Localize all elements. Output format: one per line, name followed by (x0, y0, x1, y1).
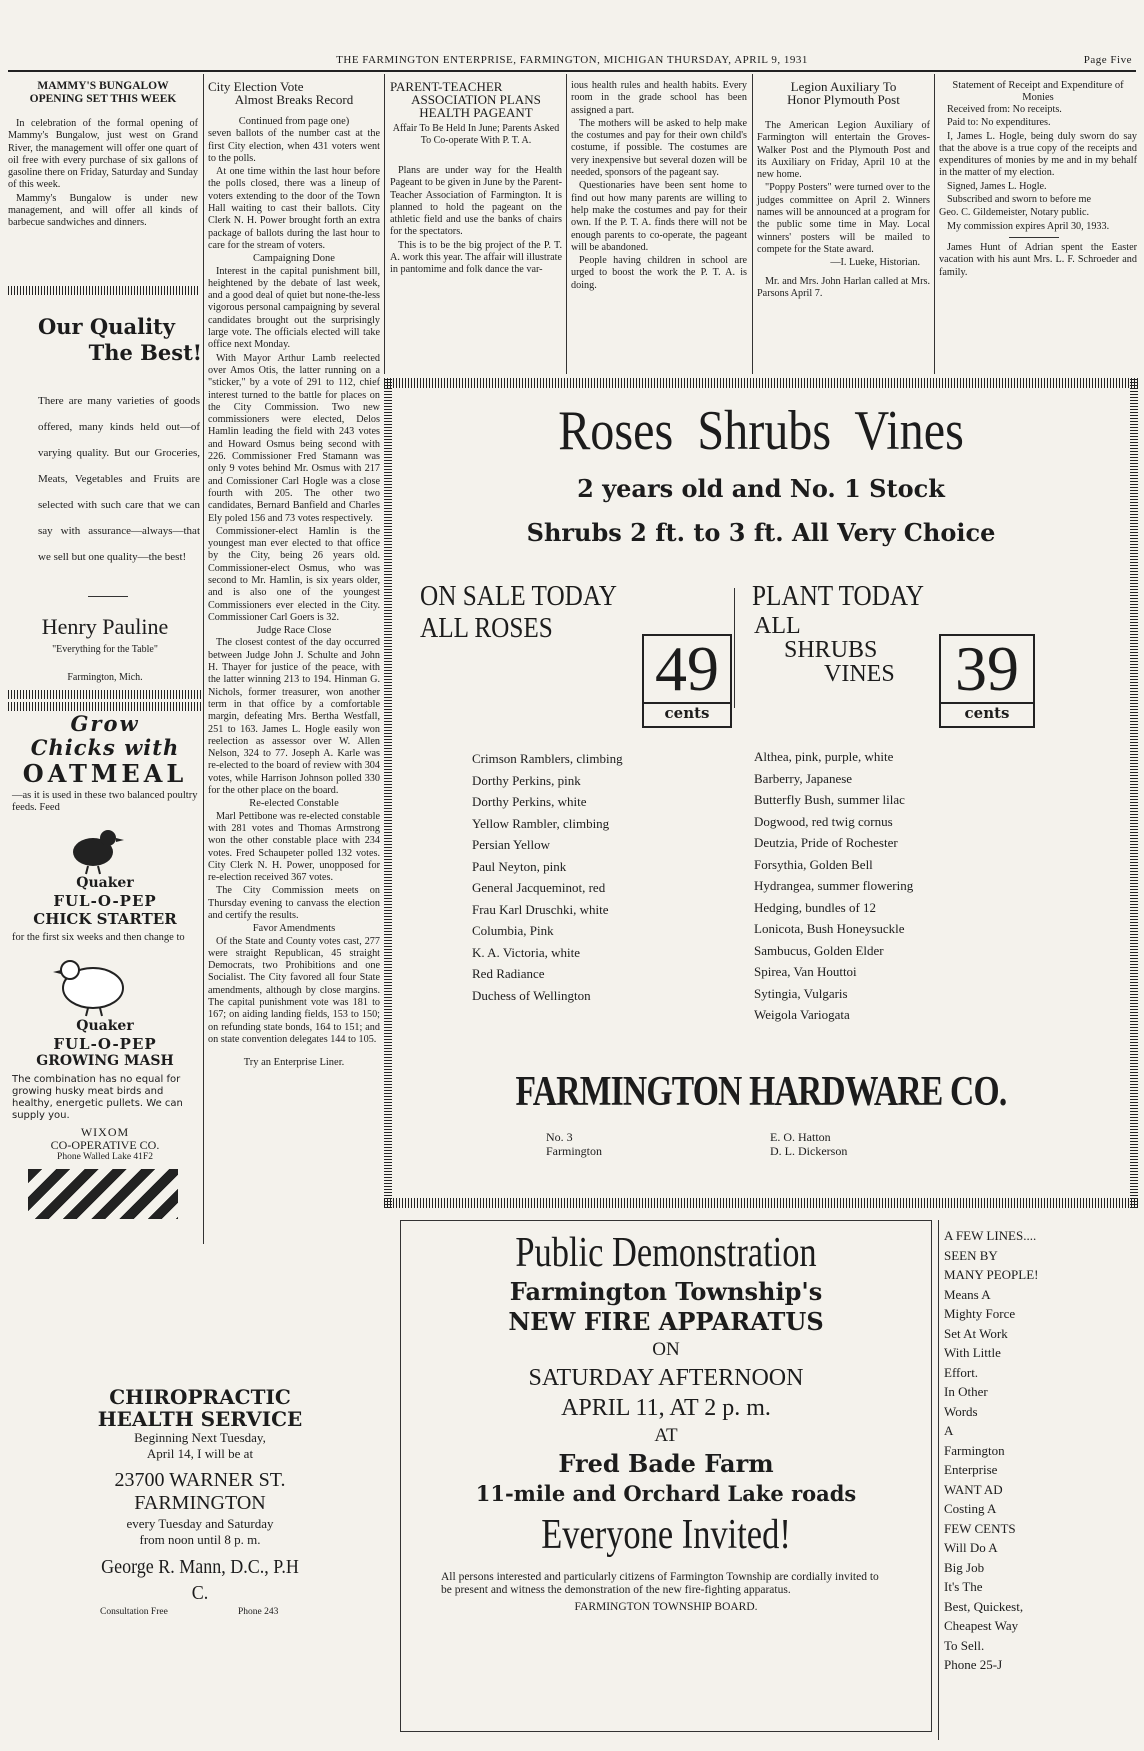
pta-paragraph: People having children in school are urged to boost the work the P. T. A. is doing. (571, 255, 747, 291)
election-paragraph: Marl Pettibone was re-elected constable with 281 votes and Thomas Armstrong won the other constable place with 234 votes. Fred Schaupeter polled 132 votes. City Clerk N. H. Power, unopposed for re-election received 367 votes. (208, 810, 380, 884)
list-item: In Other (944, 1384, 988, 1399)
election-subhead: Judge Race Close (256, 625, 332, 637)
pauline-town: Farmington, Mich. (67, 672, 143, 683)
pta-paragraph: Plans are under way for the Health Pageant to be given in June by the Parent-Teacher Association of Farmington. It is planned to hold the pageant on the athletic field and use the banks of chairs for the spectators. (390, 165, 562, 238)
list-item: K. A. Victoria, white (472, 944, 581, 960)
election-paragraph: The City Commission meets on Thursday evening to canvass the election and certify the results. (208, 885, 380, 921)
list-item: WANT AD (944, 1481, 1003, 1497)
demo-line: NEW FIRE APPARATUS (508, 1307, 824, 1336)
list-item: Spirea, Van Houttoi (754, 964, 857, 979)
hardware-line2: 2 years old and No. 1 Stock (577, 474, 945, 503)
list-item: Phone 25-J (944, 1657, 1003, 1672)
legion-paragraph: "Poppy Posters" were turned over to the judges committee on April 2. Winners names will be announced at a program for the public some time in May. Local winners' posters will be mailed to compete for the State award. (757, 182, 930, 255)
legion-title: Legion Auxiliary To (790, 79, 897, 94)
address-line: No. 3 (546, 1130, 573, 1144)
demo-line: Fred Bade Farm (558, 1449, 774, 1478)
demo-headline-2: Everyone Invited! (541, 1512, 791, 1558)
election-paragraph: Interest in the capital punishment bill, heightened by the debate of last week, and a good deal of quiet but none-the-less vigorous personal campaigning by several candidates brought out the surprisingly large vote. The officials elected will take office next Monday. (208, 265, 381, 351)
list-item: Barberry, Japanese (754, 770, 853, 786)
election-tag: Try an Enterprise Liner. (243, 1057, 345, 1069)
chiro-line: from noon until 8 p. m. (139, 1532, 261, 1547)
statement-article (939, 80, 1137, 280)
demo-signature: FARMINGTON TOWNSHIP BOARD. (574, 1601, 758, 1613)
list-item: With Little (944, 1345, 1001, 1360)
list-item: Weigola Variogata (754, 1007, 850, 1022)
roses-heading: ON SALE TODAY (420, 581, 617, 612)
quaker-grow: Grow (70, 711, 140, 736)
list-item: Columbia, Pink (472, 923, 554, 938)
list-item: Deutzia, Pride of Rochester (754, 835, 898, 850)
demo-line: ON (652, 1339, 680, 1360)
list-item: Crimson Ramblers, climbing (472, 751, 623, 766)
list-item: Will Do A (944, 1540, 998, 1555)
quaker-ad (8, 712, 202, 1252)
list-item: SEEN BY (944, 1247, 998, 1263)
roses-price: 49 (655, 633, 719, 704)
pta-title: HEALTH PAGEANT (419, 105, 533, 120)
ornament-rule (8, 690, 202, 699)
ornament-rule (8, 702, 202, 711)
pta-paragraph: The mothers will be asked to help make the costumes and pay for their own child's costume, if possible. The costumes are very inexpensive but several dozen will be needed, sponsors of the pageant say. (571, 117, 747, 179)
pta-article (390, 80, 562, 278)
list-item: Paul Neyton, pink (472, 858, 567, 874)
list-item: General Jacqueminot, red (472, 880, 606, 895)
legion-article (757, 80, 930, 301)
list-item: Frau Karl Druschki, white (472, 901, 609, 917)
chiro-title: CHIROPRACTIC (109, 1385, 291, 1409)
chick-icon (58, 820, 128, 875)
ad-border (384, 1198, 1138, 1208)
list-item: Effort. (944, 1364, 979, 1380)
shrubs-price: 39 (955, 633, 1019, 704)
list-item: Dorthy Perkins, pink (472, 772, 581, 788)
demo-line: SATURDAY AFTERNOON (528, 1365, 804, 1391)
list-item: To Sell. (944, 1637, 985, 1653)
list-item: Set At Work (944, 1325, 1008, 1341)
shrubs-heading-3: SHRUBS (784, 637, 878, 663)
statement-paragraph: Subscribed and sworn to before me (947, 194, 1092, 206)
election-subtitle: Almost Breaks Record (234, 92, 354, 107)
chiro-consult: Consultation Free (100, 1607, 168, 1617)
pauline-slogan: "Everything for the Table" (52, 644, 158, 655)
pauline-headline-2: The Best! (88, 340, 202, 365)
bungalow-article (8, 80, 198, 231)
pta-title: ASSOCIATION PLANS (411, 92, 541, 107)
list-item: Cheapest Way (944, 1618, 1019, 1633)
demo-ad (400, 1220, 932, 1732)
chiro-address: 23700 WARNER ST. (114, 1469, 286, 1491)
list-item: Lonicota, Bush Honeysuckle (754, 921, 905, 936)
chiro-doctor: George R. Mann, D.C., P.H C. (101, 1556, 299, 1604)
election-paragraph: The closest contest of the day occurred between Judge John J. Schulte and John H. Thayer for justice of the peace, with the latter winning 213 to 194. Hinman G. Nichols, former treasurer, won another term in that office by a comfortable margin, defeating Mrs. Bertha Westfall, 251 to 163. James L. Hogle easily won reelection as assessor over W. Allen Nelson, 324 to 77. Joseph A. Karle was re-elected to the board of review with 304 votes, while Harrison Johnson polled 330 for the other place on the board. (208, 637, 380, 797)
demo-headline: Public Demonstration (515, 1230, 817, 1276)
list-item: Butterfly Bush, summer lilac (754, 792, 905, 807)
statement-paragraph: My commission expires April 30, 1933. (947, 220, 1110, 232)
quaker-product: FUL-O-PEP (53, 1035, 157, 1053)
quaker-brand: Quaker (76, 1018, 134, 1034)
shrubs-list (754, 746, 913, 1026)
quaker-product: CHICK STARTER (33, 910, 177, 928)
pta-paragraph: ious health rules and health habits. Every room in the grade school has been assigned a part. (571, 80, 747, 116)
owner-line: E. O. Hatton (770, 1130, 831, 1144)
pta-paragraph: This is to be the big project of the P. T. A. work this year. The affair will illustrate in pantomime and folk dance the var- (390, 239, 562, 276)
election-paragraph: With Mayor Arthur Lamb reelected over Amos Otis, the latter running on a "sticker," by a vote of 291 to 112, chief interest turned to the battle for places on the City Commission. Two new commissioners were elected, Delos Hamlin leading the field with 243 votes and Howard Osmus being second with 226. Commissioner Fred Stamann was only 9 votes behind Mr. Osmus with 217 and Comissioner Carl Hogle was a close fourth with 205. The other two candidates, Bernard Banfield and Charles Ely poled 156 and 73 votes respectively. (208, 352, 380, 524)
chiro-town: FARMINGTON (134, 1492, 266, 1514)
list-item: Mighty Force (944, 1306, 1016, 1321)
quaker-oatmeal: OATMEAL (22, 759, 188, 788)
divider (88, 596, 128, 597)
pta-title: PARENT-TEACHER (390, 79, 503, 94)
list-item: A (944, 1423, 954, 1438)
list-item: Best, Quickest, (944, 1598, 1024, 1614)
list-item: A FEW LINES.... (944, 1228, 1037, 1243)
legion-signature: —I. Lueke, Historian. (830, 257, 920, 269)
election-subhead: Re-elected Constable (249, 798, 339, 810)
list-item: Red Radiance (472, 966, 545, 981)
shrubs-heading: PLANT TODAY (752, 581, 925, 612)
statement-paragraph: Paid to: No expenditures. (947, 117, 1051, 129)
column-rule (384, 74, 385, 374)
hardware-logo: FARMINGTON HARDWARE CO. (515, 1069, 1007, 1115)
election-subhead: Favor Amendments (252, 923, 336, 935)
bungalow-paragraph: In celebration of the formal opening of Mammy's Bungalow, just west on Grand River, the management will offer one quart of oil free with every purchase of six gallons of gasoline there on Friday, Saturday and Sunday of this week. (8, 118, 198, 191)
hen-icon (48, 948, 138, 1018)
list-item: It's The (944, 1579, 983, 1594)
chiro-line: Beginning Next Tuesday, (134, 1430, 266, 1445)
pta-paragraph: Questionaries have been sent home to find out how many parents are willing to help make the costumes and pay for their own. If the P. T. A. finds there will not be enough parents to co-operate, the pageant will be abandoned. (571, 180, 747, 253)
legion-title: Honor Plymouth Post (787, 92, 900, 107)
pta-deck: Affair To Be Held In June; Parents Asked To Co-operate With P. T. A. (392, 123, 560, 146)
list-item: Sytingia, Vulgaris (754, 985, 848, 1001)
quaker-paragraph: —as it is used in these two balanced poultry feeds. Feed (12, 790, 198, 813)
fewlines-ad (944, 1226, 1134, 1675)
chiro-title: HEALTH SERVICE (97, 1407, 303, 1431)
bungalow-title: MAMMY'S BUNGALOW (37, 80, 169, 92)
page-number: Page Five (1083, 54, 1132, 66)
ad-border (384, 378, 1138, 388)
chiro-phone: Phone 243 (238, 1607, 279, 1617)
statement-paragraph: Geo. C. Gildemeister, Notary public. (939, 207, 1090, 219)
roses-price-unit: cents (644, 702, 730, 722)
column-rule (566, 74, 567, 374)
statement-paragraph: Signed, James L. Hogle. (947, 180, 1047, 192)
election-title: City Election Vote (208, 79, 304, 94)
list-item: FEW CENTS (944, 1520, 1016, 1536)
quaker-product: FUL-O-PEP (53, 892, 157, 910)
column-rule (203, 74, 204, 1244)
list-item: Althea, pink, purple, white (754, 749, 894, 764)
quaker-co: WIXOM (80, 1125, 130, 1139)
election-article (208, 80, 380, 1070)
quaker-paragraph: for the first six weeks and then change to (12, 932, 185, 943)
list-item: Dogwood, red twig cornus (754, 813, 893, 829)
quaker-co: CO-OPERATIVE CO. (50, 1138, 160, 1152)
pta-article-cont (571, 80, 747, 293)
statement-paragraph: Received from: No receipts. (947, 104, 1062, 115)
shrubs-price-unit: cents (941, 702, 1033, 722)
quaker-paragraph: The combination has no equal for growing husky meat birds and healthy, energetic pullets. We can supply you. (12, 1074, 183, 1121)
list-item: Hydrangea, summer flowering (754, 878, 914, 893)
statement-title: Statement of Receipt and Expenditure of Monies (952, 80, 1124, 103)
roses-list (472, 748, 623, 1006)
hardware-headline: Roses Shrubs Vines (558, 400, 964, 462)
pauline-ad (8, 300, 202, 690)
demo-line: 11-mile and Orchard Lake roads (475, 1481, 857, 1506)
hardware-line3: Shrubs 2 ft. to 3 ft. All Very Choice (526, 518, 996, 547)
list-item: Hedging, bundles of 12 (754, 899, 877, 915)
quaker-product: GROWING MASH (36, 1053, 174, 1069)
hardware-owners (770, 1130, 847, 1158)
shrubs-heading-2: ALL (754, 613, 801, 639)
list-item: Forsythia, Golden Bell (754, 856, 873, 872)
roses-price-box (642, 634, 732, 728)
pauline-headline: Our Quality (38, 314, 175, 339)
demo-line: AT (654, 1425, 678, 1446)
election-paragraph: seven ballots of the number cast at the first City election, when 431 voters went to the polls. (208, 128, 380, 164)
election-cont: Continued from page one) (238, 116, 350, 127)
shrubs-price-box (939, 634, 1035, 728)
demo-line: Farmington Township's (509, 1277, 823, 1306)
list-item: Big Job (944, 1559, 985, 1575)
column-rule (934, 74, 935, 374)
list-item: Duchess of Wellington (472, 987, 591, 1003)
legion-paragraph: The American Legion Auxiliary of Farmington will entertain the Groves-Walker Post and the Plymouth Post and its Auxiliary on Friday, April 10 at the new home. (757, 120, 930, 181)
list-item: Words (944, 1403, 978, 1419)
chiro-ad (90, 1386, 310, 1731)
chiro-line: every Tuesday and Saturday (126, 1516, 274, 1531)
pauline-name: Henry Pauline (41, 614, 169, 639)
quaker-phone: Phone Walled Lake 41F2 (57, 1152, 153, 1162)
list-item: Costing A (944, 1501, 997, 1516)
shrubs-heading-4: VINES (824, 661, 895, 687)
stripe-ornament (28, 1169, 178, 1219)
election-paragraph: Of the State and County votes cast, 277 were straight Republican, 45 straight Democrats, two Prohibitions and one Socialist. The City favored all four State amendments, although by close margins. The capital punishment vote was 181 to 167; on aiding landing fields, 153 to 150; on refunding state bonds, 164 to 151; and on state convention delegates 144 to 105. (208, 935, 380, 1045)
bungalow-subtitle: OPENING SET THIS WEEK (29, 93, 177, 105)
election-paragraph: Commissioner-elect Hamlin is the youngest man ever elected to that office by the City, being 26 years old. Commissioner-elect Osmus, who was second to Mr. Hamlin, is six years older, and is also one of the youngest Commissioners ever elected in the City. Commissioner Carl Goers is 32. (208, 525, 380, 623)
list-item: Means A (944, 1286, 991, 1302)
statement-paragraph: I, James L. Hogle, being duly sworn do say that the above is a true copy of the receipts and expenditures of monies by me and in my behalf in the matter of my election. (939, 130, 1137, 179)
list-item: Enterprise (944, 1462, 998, 1477)
list-item: Sambucus, Golden Elder (754, 942, 884, 958)
pauline-body: There are many varieties of goods offered, many kinds held out—of varying quality. But our Groceries, Meats, Vegetables and Fruits are selected with such care that we can say with assurance—always—that we sell but one quality—the best! (38, 395, 200, 563)
bungalow-paragraph: Mammy's Bungalow is under new management, and will offer all kinds of barbecue sandwiches and dinners. (8, 192, 198, 229)
demo-line: APRIL 11, AT 2 p. m. (561, 1395, 771, 1421)
election-subhead: Campaigning Done (253, 253, 335, 265)
column-rule (752, 74, 753, 374)
list-item: Yellow Rambler, climbing (472, 815, 610, 831)
ornament-rule (8, 286, 198, 295)
ad-divider (734, 588, 735, 708)
hardware-address (546, 1130, 602, 1158)
quaker-chicks: Chicks with (30, 735, 180, 760)
list-item: Farmington (944, 1442, 1005, 1458)
hardware-ad (384, 378, 1138, 1208)
quaker-brand: Quaker (76, 875, 134, 891)
statement-paragraph: James Hunt of Adrian spent the Easter vacation with his aunt Mrs. L. F. Schroeder and family. (939, 241, 1137, 278)
list-item: Persian Yellow (472, 837, 551, 852)
chiro-line: April 14, I will be at (146, 1446, 254, 1461)
list-item: MANY PEOPLE! (944, 1267, 1039, 1282)
masthead: THE FARMINGTON ENTERPRISE, FARMINGTON, MICHIGAN THURSDAY, APRIL 9, 1931 (336, 54, 808, 66)
column-rule (938, 1220, 939, 1740)
owner-line: D. L. Dickerson (770, 1144, 848, 1158)
demo-body: All persons interested and particularly citizens of Farmington Township are cordially invited to be present and witness the demonstration of the new fire-fighting apparatus. (441, 1571, 879, 1596)
divider (1009, 237, 1059, 238)
legion-paragraph: Mr. and Mrs. John Harlan called at Mrs. Parsons April 7. (757, 275, 930, 299)
address-line: Farmington (546, 1144, 602, 1158)
list-item: Dorthy Perkins, white (472, 794, 587, 809)
election-paragraph: At one time within the last hour before the polls closed, there was a lineup of voters extending to the door of the Town Hall waiting to cast their ballots. City Clerk N. H. Power brought forth an extra package of ballots during the last hour to care for the stream of voters. (208, 166, 380, 251)
page-header (8, 52, 1136, 72)
roses-heading-2: ALL ROSES (420, 613, 553, 644)
